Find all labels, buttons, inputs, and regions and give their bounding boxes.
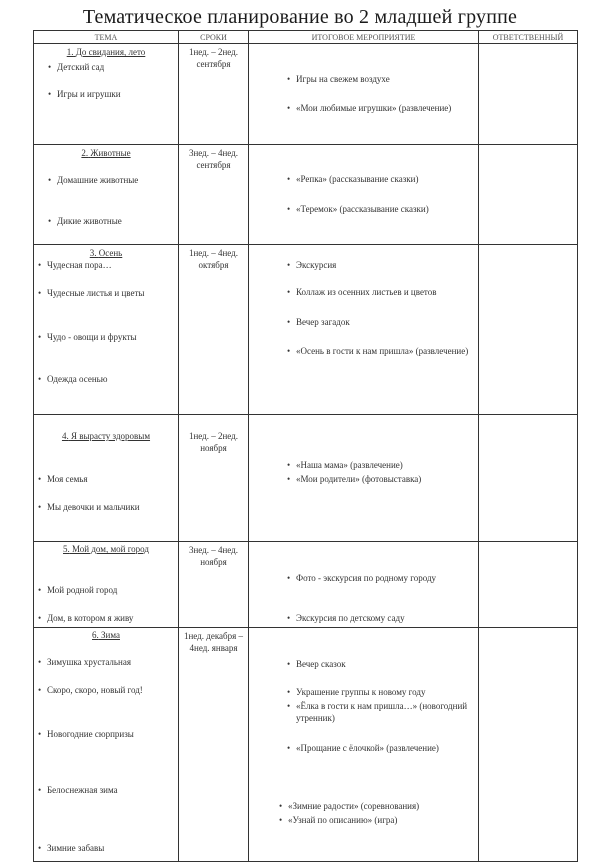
responsible-cell <box>479 245 578 415</box>
header-theme: ТЕМА <box>34 31 179 44</box>
bullet-icon: • <box>279 815 283 825</box>
bullet-icon: • <box>287 74 291 84</box>
list-item: • Белоснежная зима <box>38 785 118 795</box>
topic-title: Осень <box>98 248 123 258</box>
bullet-icon: • <box>287 687 291 697</box>
term-cell: 3нед. – 4нед. сентября <box>179 145 249 245</box>
topic-title: Я вырасту здоровым <box>70 431 151 441</box>
list-item: • Моя семья <box>38 474 88 484</box>
list-item: • «Теремок» (рассказывание сказки) <box>287 204 429 214</box>
list-item: • «Репка» (рассказывание сказки) <box>287 174 419 184</box>
bullet-icon: • <box>38 474 42 484</box>
bullet-icon: • <box>38 260 42 270</box>
header-event: ИТОГОВОЕ МЕРОПРИЯТИЕ <box>249 31 479 44</box>
bullet-icon: • <box>38 374 42 384</box>
list-item: • «Ёлка в гости к нам пришла…» (новогодний утренник) <box>287 701 468 723</box>
topic-number: 5. <box>63 544 70 554</box>
table-row <box>34 628 578 862</box>
bullet-icon: • <box>48 89 52 99</box>
header-responsible: ОТВЕТСТВЕННЫЙ <box>479 31 578 44</box>
table-row <box>34 145 578 245</box>
responsible-cell <box>479 542 578 628</box>
bullet-icon: • <box>287 204 291 214</box>
topic-number: 4. <box>61 431 69 441</box>
bullet-icon: • <box>287 317 291 327</box>
term-cell: 1нед. – 2нед. ноября <box>179 415 249 542</box>
list-item: • Экскурсия <box>287 260 337 270</box>
list-item: • «Мои родители» (фотовыставка) <box>287 474 422 484</box>
term-cell: 3нед. – 4нед. ноября <box>179 542 249 628</box>
responsible-cell <box>479 415 578 542</box>
table-row <box>34 542 578 628</box>
event-cell <box>249 245 479 415</box>
event-cell <box>249 628 479 862</box>
table-row <box>34 245 578 415</box>
bullet-icon: • <box>38 502 42 512</box>
bullet-icon: • <box>38 288 42 298</box>
bullet-icon: • <box>48 62 52 72</box>
responsible-cell <box>479 145 578 245</box>
list-item: • Игры и игрушки <box>48 89 121 99</box>
topic-number: 2. <box>81 148 89 158</box>
topic-number: 6. <box>92 630 99 640</box>
header-term: СРОКИ <box>179 31 249 44</box>
theme-cell <box>34 415 179 542</box>
list-item: • «Прощание с ёлочкой» (развлечение) <box>287 743 439 753</box>
theme-cell <box>34 245 179 415</box>
list-item: • Мы девочки и мальчики <box>38 502 140 512</box>
list-item: • «Осень в гости к нам пришла» (развлечение) <box>287 346 469 356</box>
planning-table <box>33 30 578 862</box>
bullet-icon: • <box>287 613 291 623</box>
theme-cell <box>34 145 179 245</box>
list-item: • «Мои любимые игрушки» (развлечение) <box>287 103 452 113</box>
list-item: • Мой родной город <box>38 585 118 595</box>
bullet-icon: • <box>48 216 52 226</box>
bullet-icon: • <box>38 685 42 695</box>
list-item: • Фото - экскурсия по родному городу <box>287 573 437 583</box>
bullet-icon: • <box>287 287 291 297</box>
bullet-icon: • <box>38 332 42 342</box>
bullet-icon: • <box>38 585 42 595</box>
theme-cell <box>34 44 179 145</box>
event-cell <box>249 415 479 542</box>
list-item: • Вечер загадок <box>287 317 350 327</box>
list-item: • Чудо - овощи и фрукты <box>38 332 137 342</box>
topic-number: 1. <box>66 47 74 57</box>
list-item: • Игры на свежем воздухе <box>287 74 390 84</box>
event-cell <box>249 145 479 245</box>
term-cell: 1нед. – 4нед. октября <box>179 245 249 415</box>
bullet-icon: • <box>287 260 291 270</box>
bullet-icon: • <box>287 460 291 470</box>
topic-title: До свидания, лето <box>75 47 146 57</box>
list-item: • Дом, в котором я живу <box>38 613 134 623</box>
bullet-icon: • <box>287 346 291 356</box>
page-title: Тематическое планирование во 2 младшей группе <box>82 6 518 28</box>
header-row <box>34 31 578 44</box>
bullet-icon: • <box>287 474 291 484</box>
responsible-cell <box>479 628 578 862</box>
topic-title: Животные <box>90 148 131 158</box>
event-cell <box>249 44 479 145</box>
list-item: • Домашние животные <box>48 175 139 185</box>
topic-title: Зима <box>101 630 120 640</box>
bullet-icon: • <box>48 175 52 185</box>
bullet-icon: • <box>38 843 42 853</box>
bullet-icon: • <box>38 729 42 739</box>
list-item: • Одежда осенью <box>38 374 108 384</box>
list-item: • Чудесные листья и цветы <box>38 288 145 298</box>
bullet-icon: • <box>287 743 291 753</box>
list-item: • Дикие животные <box>48 216 122 226</box>
list-item: • Новогодние сюрпризы <box>38 729 134 739</box>
event-cell <box>249 542 479 628</box>
bullet-icon: • <box>279 801 283 811</box>
bullet-icon: • <box>287 103 291 113</box>
list-item: • «Узнай по описанию» (игра) <box>279 815 398 825</box>
bullet-icon: • <box>287 573 291 583</box>
responsible-cell <box>479 44 578 145</box>
list-item: • Детский сад <box>48 62 105 72</box>
theme-cell <box>34 628 179 862</box>
topic-title: Мой дом, мой город <box>72 544 149 554</box>
bullet-icon: • <box>38 613 42 623</box>
list-item: • Зимние забавы <box>38 843 105 853</box>
list-item: • Зимушка хрустальная <box>38 657 131 667</box>
list-item: • Коллаж из осенних листьев и цветов <box>287 287 437 297</box>
bullet-icon: • <box>38 785 42 795</box>
list-item: • Вечер сказок <box>287 659 346 669</box>
bullet-icon: • <box>287 174 291 184</box>
bullet-icon: • <box>287 701 291 711</box>
bullet-icon: • <box>287 659 291 669</box>
list-item: • «Наша мама» (развлечение) <box>287 460 403 470</box>
term-cell: 1нед. декабря – 4нед. января <box>179 628 249 862</box>
theme-cell <box>34 542 179 628</box>
list-item: • Экскурсия по детскому саду <box>287 613 405 623</box>
term-cell: 1нед. – 2нед. сентября <box>179 44 249 145</box>
table-row <box>34 415 578 542</box>
table-row <box>34 44 578 145</box>
bullet-icon: • <box>38 657 42 667</box>
list-item: • Украшение группы к новому году <box>287 687 426 697</box>
topic-number: 3. <box>89 248 97 258</box>
list-item: • «Зимние радости» (соревнования) <box>279 801 420 811</box>
list-item: • Скоро, скоро, новый год! <box>38 685 143 695</box>
list-item: • Чудесная пора… <box>38 260 112 270</box>
